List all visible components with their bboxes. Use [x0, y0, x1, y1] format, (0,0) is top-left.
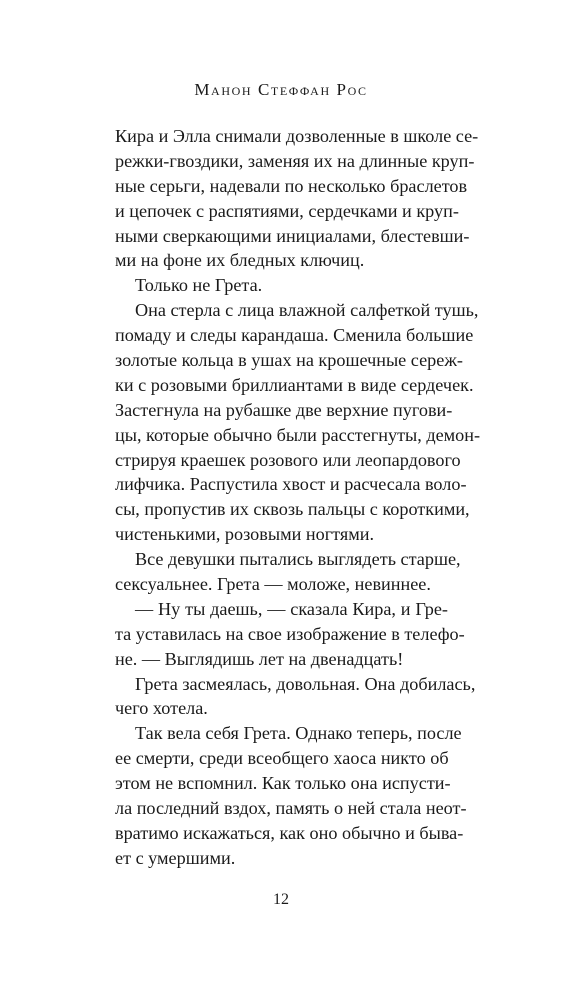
text-line: ные серьги, надевали по несколько браслетов: [115, 175, 468, 196]
text-line: ет с умершими.: [115, 847, 236, 868]
text-line: сы, пропустив их сквозь пальцы с короткими,: [115, 499, 470, 520]
text-line: Так вела себя Грета. Однако теперь, после: [135, 723, 462, 744]
text-line: чистенькими, розовыми ногтями.: [115, 524, 375, 545]
page-number: 12: [273, 891, 289, 908]
text-line: ла последний вздох, память о ней стала неот-: [115, 798, 467, 819]
text-line: цы, которые обычно были расстегнуты, демон-: [115, 424, 481, 445]
text-line: золотые кольца в ушах на крошечные сереж-: [115, 350, 463, 371]
text-line: ки с розовыми бриллиантами в виде сердечек.: [115, 374, 474, 395]
text-line: чего хотела.: [115, 698, 208, 719]
text-line: помаду и следы карандаша. Сменила большие: [115, 325, 474, 346]
text-line: и цепочек с распятиями, сердечками и круп-: [115, 200, 459, 221]
text-line: режки-гвоздики, заменяя их на длинные круп-: [115, 150, 475, 171]
text-line: ными сверкающими инициалами, блестевши-: [115, 225, 470, 246]
running-head-author: Манон Стеффан Рос: [194, 80, 368, 99]
text-line: — Ну ты даешь, — сказала Кира, и Гре-: [135, 598, 448, 619]
text-line: Только не Грета.: [135, 275, 263, 296]
body-text: [115, 124, 481, 871]
text-line: вратимо искажаться, как оно обычно и быва-: [115, 822, 464, 843]
text-line: Она стерла с лица влажной салфеткой тушь,: [135, 300, 479, 321]
text-line: ее смерти, среди всеобщего хаоса никто об: [115, 748, 449, 769]
text-line: Застегнула на рубашке две верхние пугови-: [115, 399, 453, 420]
text-line: Все девушки пытались выглядеть старше,: [135, 549, 461, 570]
text-line: та уставилась на свое изображение в телефо-: [115, 623, 465, 644]
text-line: Кира и Элла снимали дозволенные в школе се-: [115, 126, 479, 146]
text-line: ми на фоне их бледных ключиц.: [115, 250, 365, 271]
text-line: лифчика. Распустила хвост и расчесала воло-: [115, 474, 467, 495]
text-line: этом не вспомнил. Как только она испусти-: [115, 773, 451, 794]
text-line: стрируя краешек розового или леопардового: [115, 449, 461, 470]
text-line: не. — Выглядишь лет на двенадцать!: [115, 648, 404, 669]
text-line: сексуальнее. Грета — моложе, невиннее.: [115, 574, 431, 595]
text-line: Грета засмеялась, довольная. Она добилась,: [135, 673, 476, 694]
